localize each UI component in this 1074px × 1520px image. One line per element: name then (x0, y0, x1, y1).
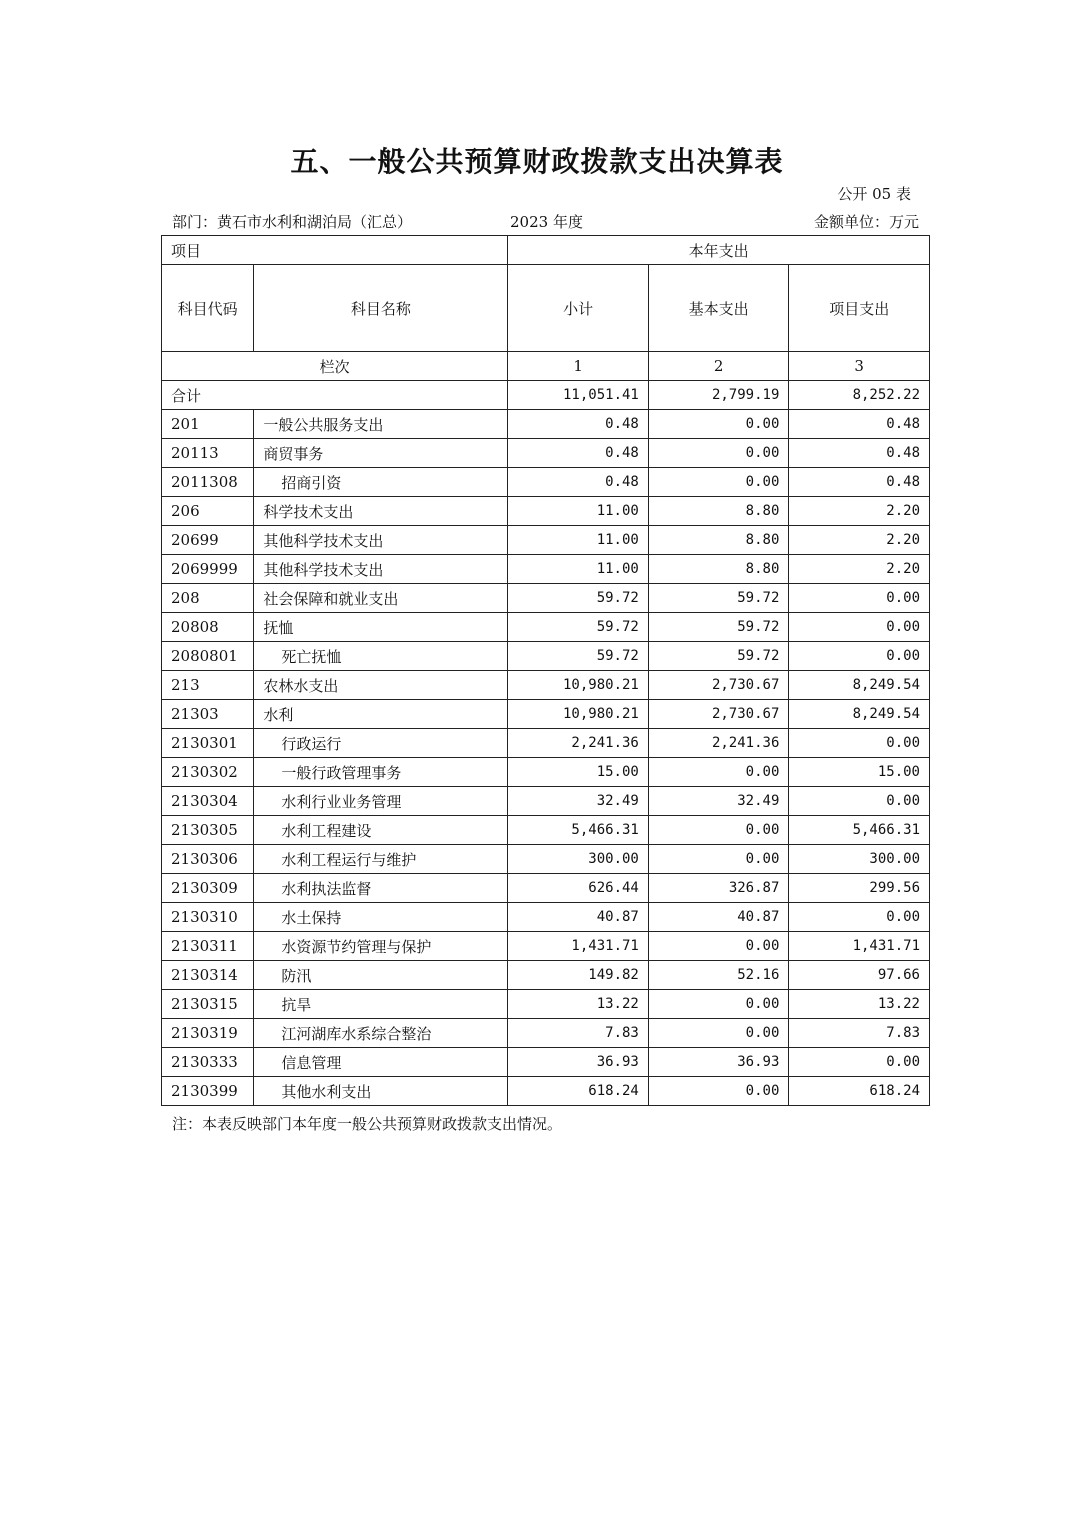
row-name: 水利行业业务管理 (254, 787, 508, 816)
row-subtotal: 13.22 (508, 990, 649, 1019)
fiscal-year-label: 2023 年度 (510, 213, 583, 231)
row-subtotal: 0.48 (508, 410, 649, 439)
row-code: 2130305 (162, 816, 254, 845)
row-code: 2130309 (162, 874, 254, 903)
row-code: 208 (162, 584, 254, 613)
row-project: 1,431.71 (789, 932, 930, 961)
row-subtotal: 59.72 (508, 642, 649, 671)
table-row (162, 439, 930, 468)
table-row (162, 700, 930, 729)
row-project: 2.20 (789, 526, 930, 555)
row-project: 0.00 (789, 584, 930, 613)
row-project: 0.00 (789, 787, 930, 816)
row-basic: 0.00 (648, 468, 789, 497)
row-project: 0.00 (789, 903, 930, 932)
table-row (162, 584, 930, 613)
row-code: 201 (162, 410, 254, 439)
row-project: 15.00 (789, 758, 930, 787)
row-name: 社会保障和就业支出 (254, 584, 508, 613)
table-row (162, 845, 930, 874)
row-code: 2130315 (162, 990, 254, 1019)
row-basic: 8.80 (648, 555, 789, 584)
table-row (162, 613, 930, 642)
row-subtotal: 11.00 (508, 526, 649, 555)
row-project: 299.56 (789, 874, 930, 903)
row-name: 抗旱 (254, 990, 508, 1019)
row-code: 2130310 (162, 903, 254, 932)
row-subtotal: 40.87 (508, 903, 649, 932)
row-project: 13.22 (789, 990, 930, 1019)
page-title: 五、一般公共预算财政拨款支出决算表 (290, 145, 784, 178)
table-row (162, 874, 930, 903)
row-subtotal: 10,980.21 (508, 671, 649, 700)
row-name: 抚恤 (254, 613, 508, 642)
row-code: 2130399 (162, 1077, 254, 1106)
row-code: 20808 (162, 613, 254, 642)
row-project: 0.48 (789, 439, 930, 468)
row-subtotal: 11.00 (508, 555, 649, 584)
row-name: 其他水利支出 (254, 1077, 508, 1106)
row-code: 2130301 (162, 729, 254, 758)
row-subtotal: 1,431.71 (508, 932, 649, 961)
table-row (162, 555, 930, 584)
row-name: 其他科学技术支出 (254, 555, 508, 584)
row-code: 2130314 (162, 961, 254, 990)
table-row (162, 816, 930, 845)
row-project: 2.20 (789, 497, 930, 526)
row-basic: 8.80 (648, 497, 789, 526)
row-basic: 8.80 (648, 526, 789, 555)
row-project: 5,466.31 (789, 816, 930, 845)
header-project-expense: 项目支出 (789, 265, 930, 352)
row-subtotal: 7.83 (508, 1019, 649, 1048)
row-name: 其他科学技术支出 (254, 526, 508, 555)
row-basic: 0.00 (648, 845, 789, 874)
row-subtotal: 626.44 (508, 874, 649, 903)
row-project: 0.00 (789, 642, 930, 671)
row-name: 农林水支出 (254, 671, 508, 700)
table-row (162, 961, 930, 990)
row-subtotal: 0.48 (508, 468, 649, 497)
row-name: 信息管理 (254, 1048, 508, 1077)
header-current-year-expense: 本年支出 (508, 236, 930, 265)
table-row (162, 468, 930, 497)
row-name: 水利工程建设 (254, 816, 508, 845)
header-row-project (162, 236, 930, 265)
table-row (162, 990, 930, 1019)
row-name: 死亡抚恤 (254, 642, 508, 671)
table-row (162, 526, 930, 555)
row-project: 300.00 (789, 845, 930, 874)
header-project: 项目 (162, 236, 508, 265)
row-basic: 0.00 (648, 816, 789, 845)
row-basic: 2,730.67 (648, 700, 789, 729)
row-code: 2080801 (162, 642, 254, 671)
row-project: 7.83 (789, 1019, 930, 1048)
row-project: 97.66 (789, 961, 930, 990)
row-subtotal: 32.49 (508, 787, 649, 816)
row-code: 206 (162, 497, 254, 526)
row-name: 科学技术支出 (254, 497, 508, 526)
row-basic: 326.87 (648, 874, 789, 903)
row-code: 2130311 (162, 932, 254, 961)
row-project: 0.48 (789, 468, 930, 497)
row-basic: 0.00 (648, 990, 789, 1019)
row-code: 2130306 (162, 845, 254, 874)
table-row (162, 903, 930, 932)
row-name: 水利 (254, 700, 508, 729)
row-code: 2130302 (162, 758, 254, 787)
column-index-2: 2 (648, 352, 789, 381)
row-basic: 36.93 (648, 1048, 789, 1077)
row-subtotal: 0.48 (508, 439, 649, 468)
budget-expense-table (161, 235, 930, 1106)
row-basic: 0.00 (648, 410, 789, 439)
row-code: 20113 (162, 439, 254, 468)
row-project: 0.00 (789, 613, 930, 642)
row-project: 0.00 (789, 729, 930, 758)
row-name: 水土保持 (254, 903, 508, 932)
row-subtotal: 59.72 (508, 584, 649, 613)
header-row-columns (162, 265, 930, 352)
row-basic: 2,730.67 (648, 671, 789, 700)
row-name: 水利工程运行与维护 (254, 845, 508, 874)
row-project: 2.20 (789, 555, 930, 584)
row-project: 0.48 (789, 410, 930, 439)
table-row (162, 787, 930, 816)
row-basic: 40.87 (648, 903, 789, 932)
row-subtotal: 618.24 (508, 1077, 649, 1106)
header-row-index (162, 352, 930, 381)
row-basic: 59.72 (648, 584, 789, 613)
row-subtotal: 10,980.21 (508, 700, 649, 729)
table-row (162, 729, 930, 758)
row-basic: 52.16 (648, 961, 789, 990)
table-note: 注：本表反映部门本年度一般公共预算财政拨款支出情况。 (172, 1115, 563, 1133)
row-code: 2130304 (162, 787, 254, 816)
table-row (162, 758, 930, 787)
table-row (162, 1048, 930, 1077)
row-subtotal: 36.93 (508, 1048, 649, 1077)
row-basic: 0.00 (648, 932, 789, 961)
total-project: 8,252.22 (789, 381, 930, 410)
amount-unit-label: 金额单位：万元 (813, 213, 919, 231)
row-subtotal: 11.00 (508, 497, 649, 526)
table-row (162, 497, 930, 526)
row-project: 0.00 (789, 1048, 930, 1077)
row-name: 水利执法监督 (254, 874, 508, 903)
total-row (162, 381, 930, 410)
row-code: 20699 (162, 526, 254, 555)
column-index-3: 3 (789, 352, 930, 381)
row-code: 2069999 (162, 555, 254, 584)
header-name: 科目名称 (254, 265, 508, 352)
row-code: 21303 (162, 700, 254, 729)
row-basic: 0.00 (648, 758, 789, 787)
row-name: 水资源节约管理与保护 (254, 932, 508, 961)
column-index-label: 栏次 (162, 352, 508, 381)
row-subtotal: 2,241.36 (508, 729, 649, 758)
table-row (162, 1019, 930, 1048)
table-row (162, 1077, 930, 1106)
row-basic: 59.72 (648, 642, 789, 671)
row-name: 招商引资 (254, 468, 508, 497)
row-code: 2130333 (162, 1048, 254, 1077)
row-code: 2011308 (162, 468, 254, 497)
header-basic: 基本支出 (648, 265, 789, 352)
row-project: 8,249.54 (789, 671, 930, 700)
row-subtotal: 59.72 (508, 613, 649, 642)
form-number: 公开 05 表 (837, 185, 911, 203)
row-name: 一般行政管理事务 (254, 758, 508, 787)
table-row (162, 671, 930, 700)
total-basic: 2,799.19 (648, 381, 789, 410)
table-row (162, 410, 930, 439)
row-subtotal: 15.00 (508, 758, 649, 787)
column-index-1: 1 (508, 352, 649, 381)
row-code: 2130319 (162, 1019, 254, 1048)
row-project: 8,249.54 (789, 700, 930, 729)
row-project: 618.24 (789, 1077, 930, 1106)
table-row (162, 932, 930, 961)
row-basic: 32.49 (648, 787, 789, 816)
row-basic: 0.00 (648, 1077, 789, 1106)
row-name: 防汛 (254, 961, 508, 990)
row-name: 行政运行 (254, 729, 508, 758)
row-basic: 0.00 (648, 1019, 789, 1048)
total-label: 合计 (162, 381, 508, 410)
row-basic: 59.72 (648, 613, 789, 642)
row-name: 商贸事务 (254, 439, 508, 468)
total-subtotal: 11,051.41 (508, 381, 649, 410)
row-subtotal: 5,466.31 (508, 816, 649, 845)
row-name: 江河湖库水系综合整治 (254, 1019, 508, 1048)
department-label: 部门：黄石市水利和湖泊局（汇总） (172, 213, 413, 231)
row-name: 一般公共服务支出 (254, 410, 508, 439)
table-row (162, 642, 930, 671)
row-basic: 2,241.36 (648, 729, 789, 758)
header-code: 科目代码 (162, 265, 254, 352)
row-subtotal: 149.82 (508, 961, 649, 990)
header-subtotal: 小计 (508, 265, 649, 352)
row-basic: 0.00 (648, 439, 789, 468)
row-subtotal: 300.00 (508, 845, 649, 874)
row-code: 213 (162, 671, 254, 700)
